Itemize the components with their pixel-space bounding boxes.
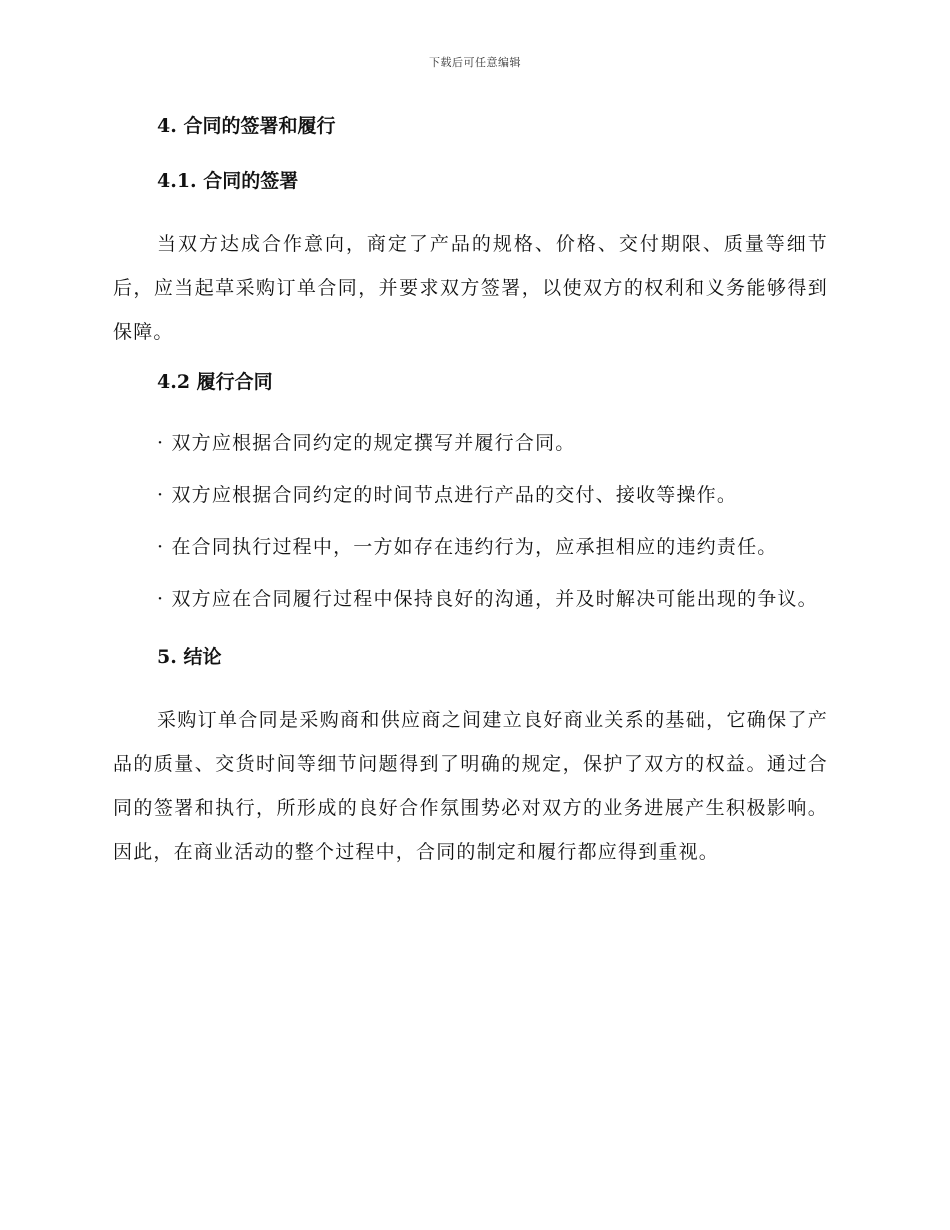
- bullet-item-4: · 双方应在合同履行过程中保持良好的沟通，并及时解决可能出现的争议。: [157, 588, 818, 610]
- section-5-paragraph: 采购订单合同是采购商和供应商之间建立良好商业关系的基础，它确保了产品的质量、交货时间等细节问题得到了明确的规定，保护了双方的权益。通过合同的签署和执行，所形成的良好合作氛围势必对双方的业务进展产生积极影响。因此，在商业活动的整个过程中，合同的制定和履行都应得到重视。: [113, 709, 828, 863]
- spacer: [113, 629, 828, 643]
- document-body: [113, 112, 828, 874]
- section-4-2-heading: 4.2 履行合同: [157, 371, 273, 393]
- header-note: 下载后可任意编辑: [429, 56, 521, 69]
- spacer: [113, 354, 828, 368]
- section-4-heading: 4. 合同的签署和履行: [157, 115, 336, 137]
- bullet-item-3: · 在合同执行过程中，一方如存在违约行为，应承担相应的违约责任。: [157, 536, 778, 558]
- bullet-item-1: · 双方应根据合同约定的规定撰写并履行合同。: [157, 432, 576, 454]
- bullet-item-2: · 双方应根据合同约定的时间节点进行产品的交付、接收等操作。: [157, 484, 738, 506]
- section-4-1-heading: 4.1. 合同的签署: [157, 170, 299, 192]
- section-4-1-paragraph: 当双方达成合作意向，商定了产品的规格、价格、交付期限、质量等细节后，应当起草采购订单合同，并要求双方签署，以使双方的权利和义务能够得到保障。: [113, 233, 828, 343]
- section-5-heading: 5. 结论: [157, 646, 222, 668]
